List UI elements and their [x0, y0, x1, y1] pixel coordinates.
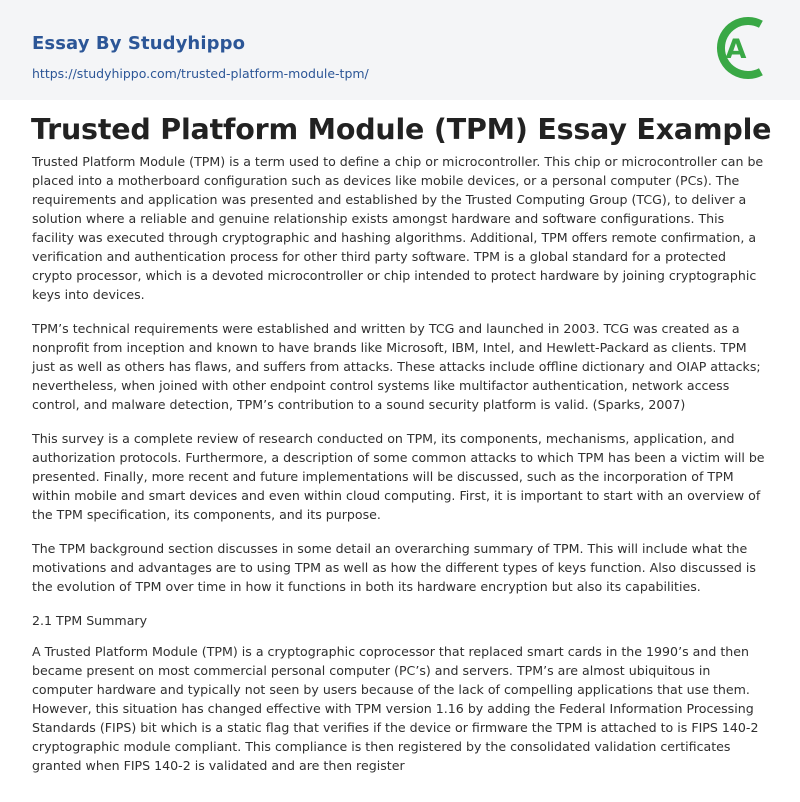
logo-letter: A	[725, 34, 747, 65]
site-header	[0, 0, 800, 100]
paragraph-requirements: TPM’s technical requirements were established and written by TCG and launched in 2003. TCG was created as a nonprofit from inception and known to have brands like Microsoft, IBM, Intel, and Hewlett-Packard as clients. TPM just as well as others has flaws, and suffers from attacks. These attacks include offline dictionary and OIAP attacks; nevertheless, when joined with other endpoint control systems like multifactor authentication, network access control, and malware detection, TPM’s contribution to a sound security platform is valid. (Sparks, 2007)	[32, 321, 761, 412]
paragraph-survey: This survey is a complete review of research conducted on TPM, its components, mechanisms, application, and authorization protocols. Furthermore, a description of some common attacks to which TPM has been a victim will be presented. Finally, more recent and future implementations will be discussed, such as the incorporation of TPM within mobile and smart devices and even within cloud computing. First, it is important to start with an overview of the TPM specification, its components, and its purpose.	[32, 431, 765, 522]
page-title: Trusted Platform Module (TPM) Essay Example	[31, 113, 772, 146]
page-url[interactable]: https://studyhippo.com/trusted-platform-module-tpm/	[32, 66, 369, 81]
article-body	[32, 152, 770, 790]
studyhippo-logo-icon[interactable]	[710, 14, 774, 82]
section-heading: 2.1 TPM Summary	[32, 613, 148, 628]
paragraph-intro: Trusted Platform Module (TPM) is a term used to define a chip or microcontroller. This chip or microcontroller can be placed into a motherboard configuration such as devices like mobile devices, or a personal computer (PCs). The requirements and application was presented and established by the Trusted Computing Group (TCG), to deliver a solution where a reliable and genuine relationship exists amongst hardware and software configurations. This facility was executed through cryptographic and hashing algorithms. Additional, TPM offers remote confirmation, a verification and authentication process for other third party software. TPM is a global standard for a protected crypto processor, which is a devoted microcontroller or chip intended to protect hardware by joining cryptographic keys into devices.	[32, 154, 764, 302]
paragraph-background: The TPM background section discusses in some detail an overarching summary of TPM. This will include what the motivations and advantages are to using TPM as well as how the different types of keys function. Also discussed is the evolution of TPM over time in how it functions in both its hardware encryption but also its capabilities.	[32, 541, 756, 594]
paragraph-summary: A Trusted Platform Module (TPM) is a cryptographic coprocessor that replaced smart cards in the 1990’s and then became present on most commercial personal computer (PC’s) and servers. TPM’s are almost ubiquitous in computer hardware and typically not seen by users because of the lack of compelling applications that use them. However, this situation has changed effective with TPM version 1.16 by adding the Federal Information Processing Standards (FIPS) bit which is a static flag that verifies if the device or firmware the TPM is attached to is FIPS 140-2 cryptographic module compliant. This compliance is then registered by the consolidated validation certificates granted when FIPS 140-2 is validated and are then register	[32, 644, 759, 773]
site-brand[interactable]: Essay By Studyhippo	[32, 33, 246, 54]
